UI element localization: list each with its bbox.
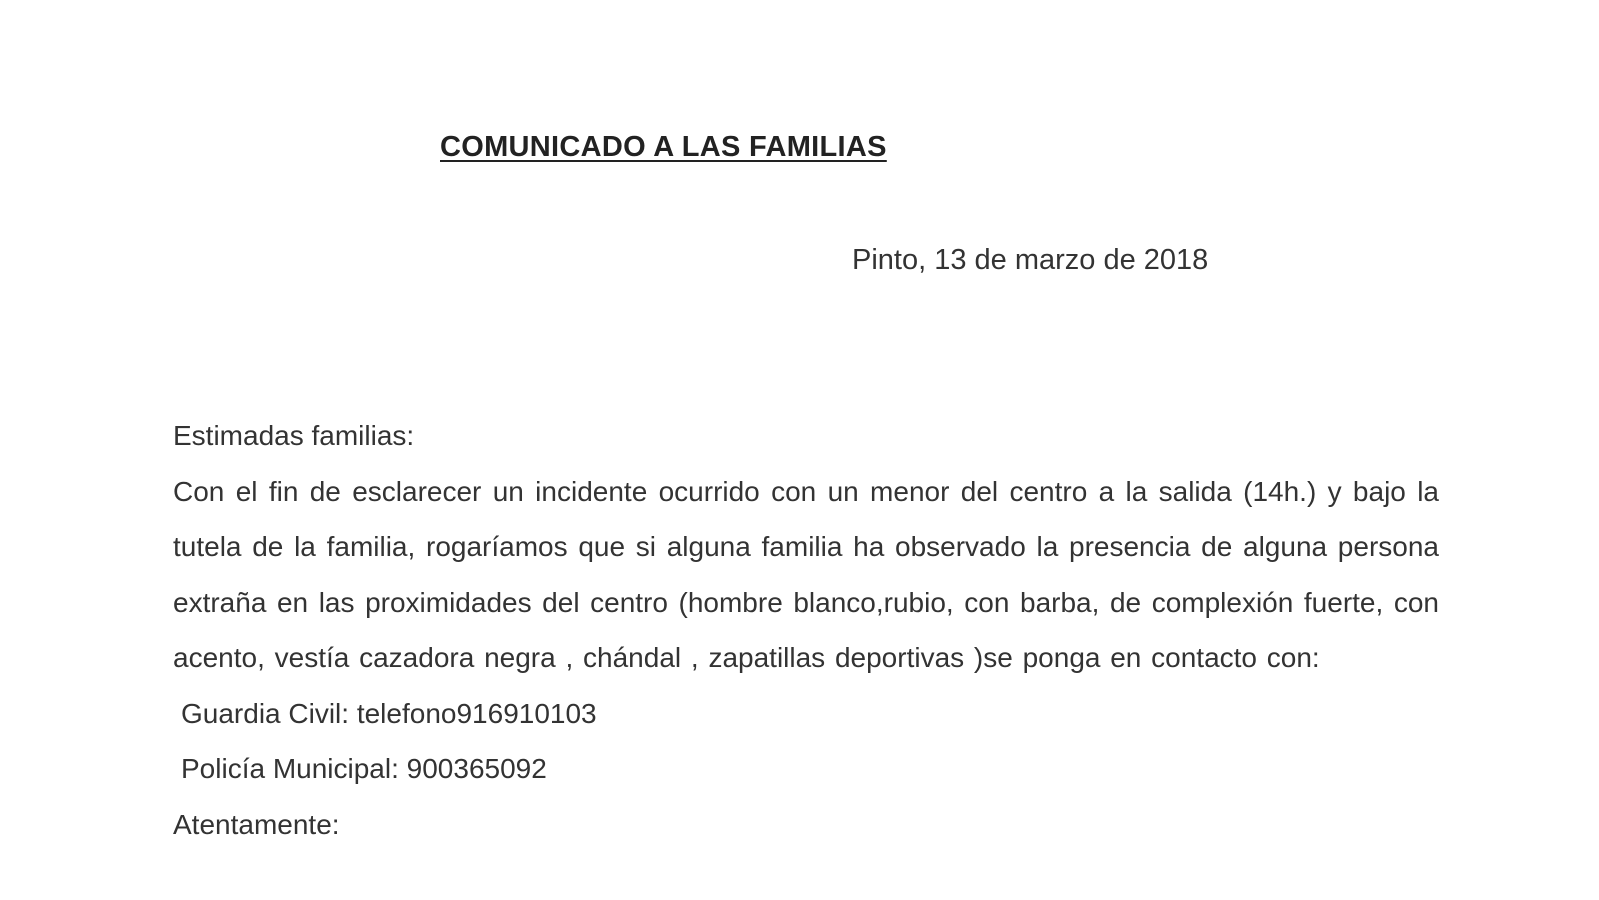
- date-line: Pinto, 13 de marzo de 2018: [852, 244, 1209, 276]
- contact-policia-municipal: Policía Municipal: 900365092: [181, 753, 547, 784]
- contact-guardia-civil: Guardia Civil: telefono916910103: [181, 697, 597, 729]
- letter-body: [173, 408, 1439, 852]
- main-paragraph: Con el fin de esclarecer un incidente ocurrido con un menor del centro a la salida (14h.) y bajo la tutela de la familia, rogaríamos que si alguna familia ha observado la presencia de alguna persona extraña en las proximidades del centro (hombre blanco,rubio, con barba, de complexión fuerte, con acento, vestía cazadora negra , chándal , zapatillas deportivas )se ponga en contacto con:: [173, 475, 1439, 673]
- greeting: Estimadas familias:: [173, 420, 415, 451]
- closing: Atentamente:: [173, 808, 340, 840]
- document-title: COMUNICADO A LAS FAMILIAS: [440, 131, 887, 163]
